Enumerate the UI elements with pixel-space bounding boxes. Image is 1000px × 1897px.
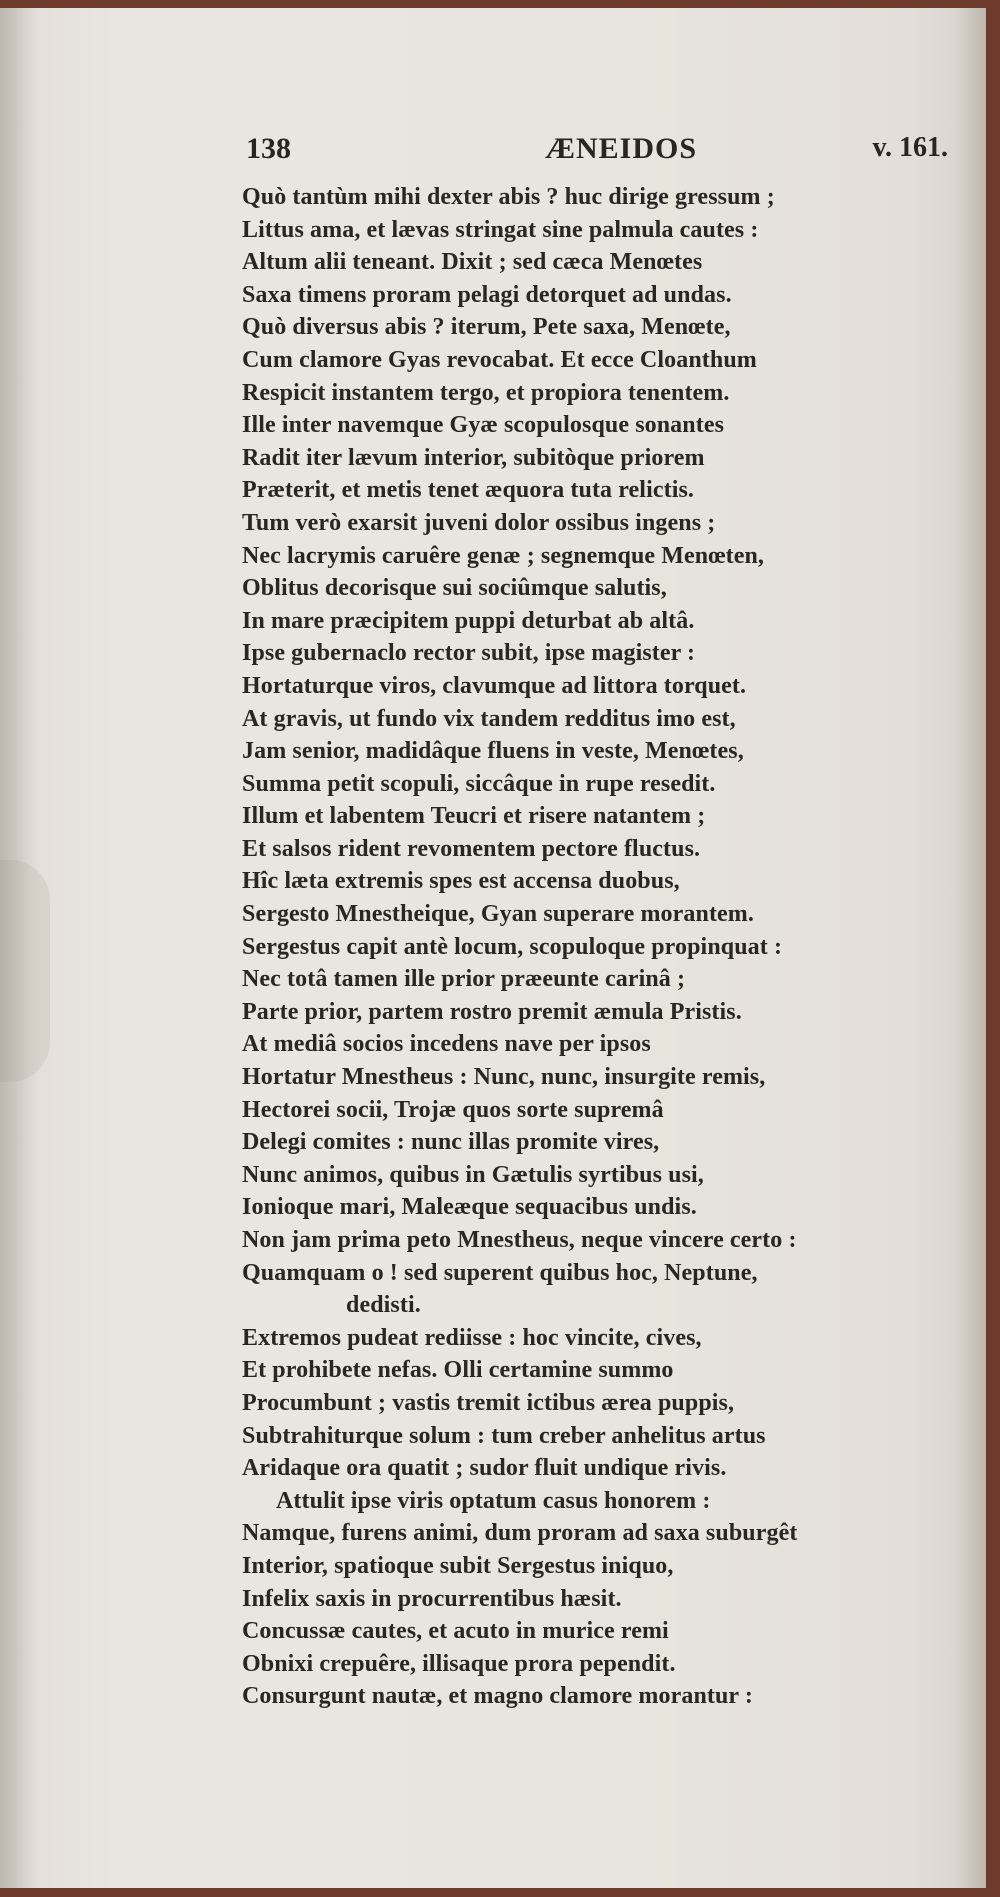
verse-line: In mare præcipitem puppi deturbat ab altâ. bbox=[242, 607, 695, 634]
verse-line: Hectorei socii, Trojæ quos sorte supremâ bbox=[242, 1096, 664, 1123]
verse-line: Nec totâ tamen ille prior præeunte carinâ ; bbox=[242, 966, 686, 993]
verse-line: Sergestus capit antè locum, scopuloque propinquat : bbox=[242, 933, 783, 960]
verse-reference: v. 161. bbox=[872, 132, 948, 163]
verse-line: Tum verò exarsit juveni dolor ossibus ingens ; bbox=[242, 509, 716, 536]
page-number: 138 bbox=[246, 132, 291, 165]
verse-line: Interior, spatioque subit Sergestus iniquo, bbox=[242, 1552, 674, 1579]
verse-line: Quò tantùm mihi dexter abis ? huc dirige gressum ; bbox=[242, 184, 775, 210]
verse-line: Nec lacrymis caruêre genæ ; segnemque Menœten, bbox=[242, 542, 765, 569]
verse-line: Concussæ cautes, et acuto in murice remi bbox=[242, 1618, 669, 1645]
verse-line: Hortaturque viros, clavumque ad littora torquet. bbox=[242, 672, 747, 699]
verse-line: Procumbunt ; vastis tremit ictibus ærea puppis, bbox=[242, 1389, 735, 1416]
verse-line: Cum clamore Gyas revocabat. Et ecce Cloanthum bbox=[242, 346, 757, 373]
verse-line: Parte prior, partem rostro premit æmula Pristis. bbox=[242, 998, 742, 1025]
verse-line: Delegi comites : nunc illas promite vires, bbox=[242, 1129, 660, 1156]
verse-line: Subtrahiturque solum : tum creber anhelitus artus bbox=[242, 1422, 766, 1449]
verse-line: Radit iter lævum interior, subitòque priorem bbox=[242, 444, 705, 471]
page-tab-mark bbox=[0, 860, 50, 1082]
verse-line: Quò diversus abis ? iterum, Pete saxa, Menœte, bbox=[242, 314, 731, 341]
verse-line: Respicit instantem tergo, et propiora tenentem. bbox=[242, 379, 730, 406]
verse-line: Ille inter navemque Gyæ scopulosque sonantes bbox=[242, 412, 725, 439]
verse-line: Illum et labentem Teucri et risere natantem ; bbox=[242, 803, 706, 830]
verse-line: Summa petit scopuli, siccâque in rupe resedit. bbox=[242, 770, 716, 797]
verse-line: Namque, furens animi, dum proram ad saxa suburgêt bbox=[242, 1520, 798, 1547]
running-title: ÆNEIDOS bbox=[545, 132, 698, 165]
verse-line: Aridaque ora quatit ; sudor fluit undique rivis. bbox=[242, 1455, 727, 1482]
verse-line: Et prohibete nefas. Olli certamine summo bbox=[242, 1357, 674, 1384]
verse-line: Quamquam o ! sed superent quibus hoc, Neptune, bbox=[242, 1259, 758, 1286]
verse-line-indented: Attulit ipse viris optatum casus honorem : bbox=[276, 1487, 711, 1514]
verse-line: Et salsos rident revomentem pectore fluctus. bbox=[242, 835, 701, 862]
verse-line: Sergesto Mnestheique, Gyan superare morantem. bbox=[242, 901, 754, 928]
verse-line: Non jam prima peto Mnestheus, neque vincere certo : bbox=[242, 1227, 797, 1253]
verse-line: Præterit, et metis tenet æquora tuta relictis. bbox=[242, 477, 694, 504]
verse-text bbox=[242, 181, 982, 1713]
verse-line: Altum alii teneant. Dixit ; sed cæca Menœtes bbox=[242, 249, 703, 276]
verse-line: Hortatur Mnestheus : Nunc, nunc, insurgite remis, bbox=[242, 1064, 766, 1091]
verse-line: Obnixi crepuêre, illisaque prora pependit. bbox=[242, 1650, 676, 1677]
verse-line: Oblitus decorisque sui sociûmque salutis, bbox=[242, 575, 667, 602]
verse-turnover: dedisti. bbox=[346, 1292, 421, 1319]
verse-line: At gravis, ut fundo vix tandem redditus imo est, bbox=[242, 705, 736, 732]
verse-line: Consurgunt nautæ, et magno clamore morantur : bbox=[242, 1683, 753, 1710]
page-header bbox=[0, 132, 986, 178]
verse-line: Ionioque mari, Maleæque sequacibus undis. bbox=[242, 1194, 697, 1221]
verse-line: Ipse gubernaclo rector subit, ipse magister : bbox=[242, 640, 696, 667]
verse-line: Saxa timens proram pelagi detorquet ad undas. bbox=[242, 281, 732, 308]
verse-line: Littus ama, et lævas stringat sine palmula cautes : bbox=[242, 216, 759, 243]
book-page bbox=[0, 8, 986, 1888]
verse-line: At mediâ socios incedens nave per ipsos bbox=[242, 1031, 651, 1058]
verse-line: Hîc læta extremis spes est accensa duobus, bbox=[242, 868, 680, 895]
verse-line: Nunc animos, quibus in Gætulis syrtibus usi, bbox=[242, 1161, 704, 1188]
verse-line: Infelix saxis in procurrentibus hæsit. bbox=[242, 1585, 622, 1612]
verse-line: Jam senior, madidâque fluens in veste, Menœtes, bbox=[242, 738, 744, 765]
verse-line: Extremos pudeat rediisse : hoc vincite, cives, bbox=[242, 1324, 702, 1351]
